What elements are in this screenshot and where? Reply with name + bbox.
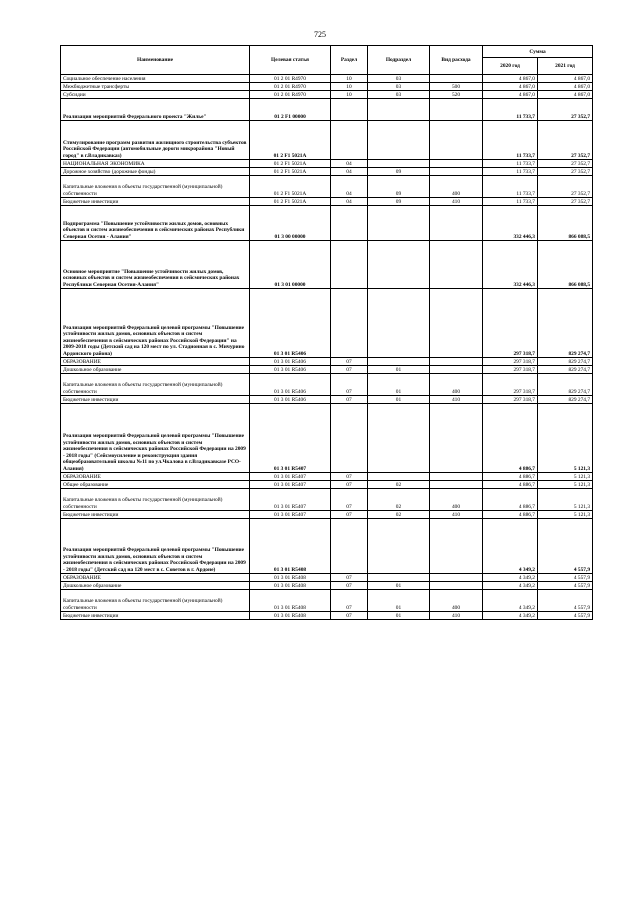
- cell-subsection: [368, 574, 430, 582]
- cell-section: [331, 99, 368, 121]
- header-target-article: Целевая статья: [250, 46, 331, 75]
- header-expense-type: Вид расхода: [430, 46, 483, 75]
- cell-section: 04: [331, 198, 368, 206]
- cell-amount-2021: 27 352,7: [538, 121, 593, 160]
- cell-section: 10: [331, 75, 368, 83]
- cell-amount-2021: 829 274,7: [538, 374, 593, 396]
- cell-subsection: [368, 160, 430, 168]
- cell-amount-2020: 4 867,0: [483, 75, 538, 83]
- cell-expense-type: [430, 481, 483, 489]
- cell-amount-2020: 4 867,0: [483, 83, 538, 91]
- cell-target-article: 01 2 F1 5021A: [250, 160, 331, 168]
- cell-name: Реализация мероприятий Федеральной целевой программы "Повышение устойчивости жилых домов, основных объектов и систем жизнеобеспечения в сейсмических районах Российской Федерации" на 2009-2018 годы (Детский сад на 120 мест по ул. Стадионная в с. Мичурино Ардонского района): [61, 289, 250, 358]
- cell-amount-2020: 4 349,2: [483, 612, 538, 620]
- cell-subsection: 01: [368, 582, 430, 590]
- cell-amount-2021: 27 352,7: [538, 168, 593, 176]
- cell-name: Дошкольное образование: [61, 366, 250, 374]
- cell-amount-2021: 4 867,0: [538, 75, 593, 83]
- cell-amount-2021: 5 121,3: [538, 511, 593, 519]
- table-row: [61, 99, 593, 121]
- cell-expense-type: [430, 473, 483, 481]
- cell-amount-2020: 11 733,7: [483, 160, 538, 168]
- cell-amount-2021: 5 121,3: [538, 404, 593, 473]
- table-row: [61, 241, 593, 289]
- cell-amount-2021: 5 121,3: [538, 473, 593, 481]
- table-row: [61, 489, 593, 511]
- cell-amount-2020: 332 446,3: [483, 206, 538, 241]
- cell-amount-2021: 5 121,3: [538, 489, 593, 511]
- cell-name: Дошкольное образование: [61, 582, 250, 590]
- table-row: [61, 511, 593, 519]
- cell-target-article: 01 3 01 R5408: [250, 582, 331, 590]
- cell-target-article: 01 2 01 R4970: [250, 75, 331, 83]
- cell-name: ОБРАЗОВАНИЕ: [61, 358, 250, 366]
- cell-target-article: 01 3 01 R5406: [250, 374, 331, 396]
- table-row: [61, 358, 593, 366]
- cell-amount-2020: 297 318,7: [483, 374, 538, 396]
- cell-target-article: 01 2 F1 00000: [250, 99, 331, 121]
- table-row: [61, 396, 593, 404]
- cell-amount-2020: 4 886,7: [483, 473, 538, 481]
- cell-amount-2020: 4 349,2: [483, 574, 538, 582]
- cell-name: ОБРАЗОВАНИЕ: [61, 473, 250, 481]
- cell-expense-type: [430, 75, 483, 83]
- header-sum: Сумма: [483, 46, 593, 58]
- table-row: [61, 574, 593, 582]
- cell-section: 07: [331, 481, 368, 489]
- cell-target-article: 01 3 01 R5407: [250, 481, 331, 489]
- cell-subsection: 01: [368, 396, 430, 404]
- cell-target-article: 01 3 01 R5406: [250, 366, 331, 374]
- cell-amount-2020: 11 733,7: [483, 99, 538, 121]
- cell-subsection: 02: [368, 481, 430, 489]
- cell-amount-2021: 27 352,7: [538, 198, 593, 206]
- table-row: [61, 374, 593, 396]
- cell-subsection: 01: [368, 590, 430, 612]
- cell-amount-2021: 27 352,7: [538, 99, 593, 121]
- cell-subsection: [368, 289, 430, 358]
- table-row: [61, 75, 593, 83]
- cell-section: 04: [331, 160, 368, 168]
- cell-expense-type: 400: [430, 489, 483, 511]
- cell-section: 07: [331, 590, 368, 612]
- cell-amount-2021: 4 557,9: [538, 574, 593, 582]
- header-name: Наименование: [61, 46, 250, 75]
- cell-expense-type: [430, 574, 483, 582]
- cell-name: НАЦИОНАЛЬНАЯ ЭКОНОМИКА: [61, 160, 250, 168]
- cell-subsection: 02: [368, 489, 430, 511]
- cell-amount-2020: 4 867,0: [483, 91, 538, 99]
- cell-subsection: 09: [368, 168, 430, 176]
- cell-name: ОБРАЗОВАНИЕ: [61, 574, 250, 582]
- cell-target-article: 01 3 01 R5407: [250, 404, 331, 473]
- cell-amount-2021: 4 557,9: [538, 519, 593, 574]
- cell-name: Капитальные вложения в объекты государственной (муниципальной) собственности: [61, 489, 250, 511]
- cell-section: 07: [331, 582, 368, 590]
- cell-expense-type: [430, 160, 483, 168]
- cell-subsection: [368, 358, 430, 366]
- header-subsection: Подраздел: [368, 46, 430, 75]
- cell-expense-type: 500: [430, 83, 483, 91]
- cell-amount-2020: 297 318,7: [483, 396, 538, 404]
- cell-target-article: 01 3 01 R5406: [250, 358, 331, 366]
- cell-amount-2020: 4 886,7: [483, 489, 538, 511]
- cell-target-article: 01 3 01 R5406: [250, 396, 331, 404]
- cell-name: Реализация мероприятий Федерального проекта "Жилье": [61, 99, 250, 121]
- cell-section: 07: [331, 473, 368, 481]
- cell-section: 07: [331, 612, 368, 620]
- cell-name: Социальное обеспечение населения: [61, 75, 250, 83]
- cell-subsection: [368, 99, 430, 121]
- cell-section: 04: [331, 176, 368, 198]
- cell-section: 07: [331, 366, 368, 374]
- cell-section: 07: [331, 574, 368, 582]
- table-row: [61, 83, 593, 91]
- table-row: [61, 198, 593, 206]
- cell-target-article: 01 3 01 R5408: [250, 612, 331, 620]
- cell-amount-2020: 4 886,7: [483, 511, 538, 519]
- cell-section: 07: [331, 358, 368, 366]
- cell-target-article: 01 3 01 R5407: [250, 489, 331, 511]
- cell-section: 04: [331, 168, 368, 176]
- table-row: [61, 289, 593, 358]
- cell-amount-2021: 829 274,7: [538, 289, 593, 358]
- cell-amount-2021: 866 088,5: [538, 241, 593, 289]
- table-row: [61, 481, 593, 489]
- cell-amount-2021: 4 867,0: [538, 83, 593, 91]
- cell-expense-type: 410: [430, 396, 483, 404]
- cell-subsection: [368, 241, 430, 289]
- cell-name: Капитальные вложения в объекты государственной (муниципальной) собственности: [61, 176, 250, 198]
- cell-section: 07: [331, 511, 368, 519]
- cell-target-article: 01 2 F1 5021A: [250, 198, 331, 206]
- cell-amount-2021: 4 557,9: [538, 582, 593, 590]
- cell-expense-type: [430, 241, 483, 289]
- table-row: [61, 590, 593, 612]
- cell-subsection: 03: [368, 83, 430, 91]
- cell-name: Капитальные вложения в объекты государственной (муниципальной) собственности: [61, 374, 250, 396]
- cell-target-article: 01 3 00 00000: [250, 206, 331, 241]
- table-row: [61, 366, 593, 374]
- cell-amount-2020: 11 733,7: [483, 198, 538, 206]
- table-row: [61, 91, 593, 99]
- cell-name: Дорожное хозяйство (дорожные фонды): [61, 168, 250, 176]
- table-row: [61, 121, 593, 160]
- budget-table: [60, 45, 593, 620]
- cell-target-article: 01 3 01 R5408: [250, 519, 331, 574]
- cell-amount-2021: 4 867,0: [538, 91, 593, 99]
- cell-name: Реализация мероприятий Федеральной целевой программы "Повышение устойчивости жилых домов, основных объектов и систем жизнеобеспечения в сейсмических районах Российской Федерации на 2009 - 2018 годы" (Сейсмоусиление и реконструкция здания общеобразовательной школы №11 по ул.Чкалова в г.Владикавказе РСО-Алания): [61, 404, 250, 473]
- cell-subsection: 02: [368, 511, 430, 519]
- cell-subsection: [368, 519, 430, 574]
- cell-amount-2021: 829 274,7: [538, 366, 593, 374]
- table-body: [61, 75, 593, 620]
- cell-subsection: [368, 121, 430, 160]
- cell-expense-type: [430, 289, 483, 358]
- cell-section: 07: [331, 489, 368, 511]
- cell-expense-type: [430, 366, 483, 374]
- cell-expense-type: [430, 519, 483, 574]
- cell-name: Капитальные вложения в объекты государственной (муниципальной) собственности: [61, 590, 250, 612]
- table-row: [61, 612, 593, 620]
- cell-amount-2020: 297 318,7: [483, 289, 538, 358]
- cell-target-article: 01 3 01 R5407: [250, 511, 331, 519]
- cell-name: Подпрограмма "Повышение устойчивости жилых домов, основных объектов и систем жизнеобеспечения в сейсмических районах Республики Северная Осетия - Алания": [61, 206, 250, 241]
- header-year-2021: 2021 год: [538, 58, 593, 75]
- table-row: [61, 160, 593, 168]
- cell-expense-type: [430, 358, 483, 366]
- cell-target-article: 01 2 F1 5021A: [250, 168, 331, 176]
- cell-name: Бюджетные инвестиции: [61, 396, 250, 404]
- cell-name: Бюджетные инвестиции: [61, 198, 250, 206]
- cell-section: [331, 519, 368, 574]
- cell-amount-2021: 5 121,3: [538, 481, 593, 489]
- cell-amount-2020: 11 733,7: [483, 168, 538, 176]
- table-row: [61, 176, 593, 198]
- cell-section: 10: [331, 91, 368, 99]
- cell-target-article: 01 3 01 R5408: [250, 590, 331, 612]
- cell-amount-2020: 297 318,7: [483, 358, 538, 366]
- cell-amount-2020: 11 733,7: [483, 176, 538, 198]
- cell-subsection: 01: [368, 366, 430, 374]
- cell-amount-2020: 332 446,3: [483, 241, 538, 289]
- cell-amount-2021: 27 352,7: [538, 160, 593, 168]
- header-section: Раздел: [331, 46, 368, 75]
- cell-expense-type: 410: [430, 612, 483, 620]
- cell-amount-2020: 297 318,7: [483, 366, 538, 374]
- cell-expense-type: 400: [430, 176, 483, 198]
- cell-section: [331, 289, 368, 358]
- cell-name: Субсидии: [61, 91, 250, 99]
- cell-name: Межбюджетные трансферты: [61, 83, 250, 91]
- cell-target-article: 01 3 01 R5406: [250, 289, 331, 358]
- cell-amount-2021: 4 557,9: [538, 590, 593, 612]
- cell-name: Бюджетные инвестиции: [61, 511, 250, 519]
- cell-expense-type: 410: [430, 198, 483, 206]
- cell-section: 07: [331, 374, 368, 396]
- cell-subsection: 03: [368, 75, 430, 83]
- cell-expense-type: [430, 168, 483, 176]
- cell-name: Стимулирование программ развития жилищного строительства субъектов Российской Федерации (автомобильные дороги микрорайона "Новый город" в г.Владикавказ): [61, 121, 250, 160]
- cell-amount-2021: 829 274,7: [538, 396, 593, 404]
- cell-name: Основное мероприятие "Повышение устойчивости жилых домов, основных объектов и систем жизнеобеспечения в сейсмических районах Республики Северная Осетия-Алания": [61, 241, 250, 289]
- cell-section: [331, 404, 368, 473]
- cell-expense-type: [430, 404, 483, 473]
- cell-target-article: 01 3 01 R5407: [250, 473, 331, 481]
- cell-target-article: 01 2 01 R4970: [250, 91, 331, 99]
- cell-section: [331, 241, 368, 289]
- cell-expense-type: [430, 582, 483, 590]
- cell-expense-type: [430, 206, 483, 241]
- cell-section: 10: [331, 83, 368, 91]
- cell-name: Бюджетные инвестиции: [61, 612, 250, 620]
- cell-amount-2021: 4 557,9: [538, 612, 593, 620]
- cell-expense-type: 400: [430, 590, 483, 612]
- cell-expense-type: [430, 121, 483, 160]
- cell-expense-type: 520: [430, 91, 483, 99]
- cell-amount-2020: 4 349,2: [483, 582, 538, 590]
- cell-subsection: [368, 206, 430, 241]
- cell-amount-2021: 866 088,5: [538, 206, 593, 241]
- table-row: [61, 473, 593, 481]
- cell-subsection: 01: [368, 374, 430, 396]
- cell-target-article: 01 2 01 R4970: [250, 83, 331, 91]
- cell-subsection: [368, 473, 430, 481]
- cell-subsection: 09: [368, 198, 430, 206]
- cell-expense-type: 410: [430, 511, 483, 519]
- cell-amount-2020: 11 733,7: [483, 121, 538, 160]
- cell-expense-type: 400: [430, 374, 483, 396]
- cell-name: Общее образование: [61, 481, 250, 489]
- cell-section: [331, 121, 368, 160]
- cell-target-article: 01 2 F1 5021A: [250, 121, 331, 160]
- cell-subsection: [368, 404, 430, 473]
- cell-section: 07: [331, 396, 368, 404]
- cell-subsection: 03: [368, 91, 430, 99]
- table-row: [61, 168, 593, 176]
- table-row: [61, 582, 593, 590]
- table-row: [61, 404, 593, 473]
- cell-target-article: 01 2 F1 5021A: [250, 176, 331, 198]
- cell-target-article: 01 3 01 R5408: [250, 574, 331, 582]
- cell-section: [331, 206, 368, 241]
- cell-subsection: 09: [368, 176, 430, 198]
- page-number: 725: [314, 30, 326, 39]
- header-year-2020: 2020 год: [483, 58, 538, 75]
- cell-amount-2020: 4 886,7: [483, 404, 538, 473]
- cell-amount-2020: 4 349,2: [483, 590, 538, 612]
- cell-name: Реализация мероприятий Федеральной целевой программы "Повышение устойчивости жилых домов, основных объектов и систем жизнеобеспечения в сейсмических районах Российской Федерации на 2009 - 2018 годы" (Детский сад на 120 мест в с. Советов в г. Ардоне): [61, 519, 250, 574]
- cell-amount-2021: 27 352,7: [538, 176, 593, 198]
- cell-amount-2020: 4 349,2: [483, 519, 538, 574]
- table-row: [61, 519, 593, 574]
- table-row: [61, 206, 593, 241]
- cell-target-article: 01 3 01 00000: [250, 241, 331, 289]
- cell-amount-2020: 4 886,7: [483, 481, 538, 489]
- cell-subsection: 01: [368, 612, 430, 620]
- cell-amount-2021: 829 274,7: [538, 358, 593, 366]
- cell-expense-type: [430, 99, 483, 121]
